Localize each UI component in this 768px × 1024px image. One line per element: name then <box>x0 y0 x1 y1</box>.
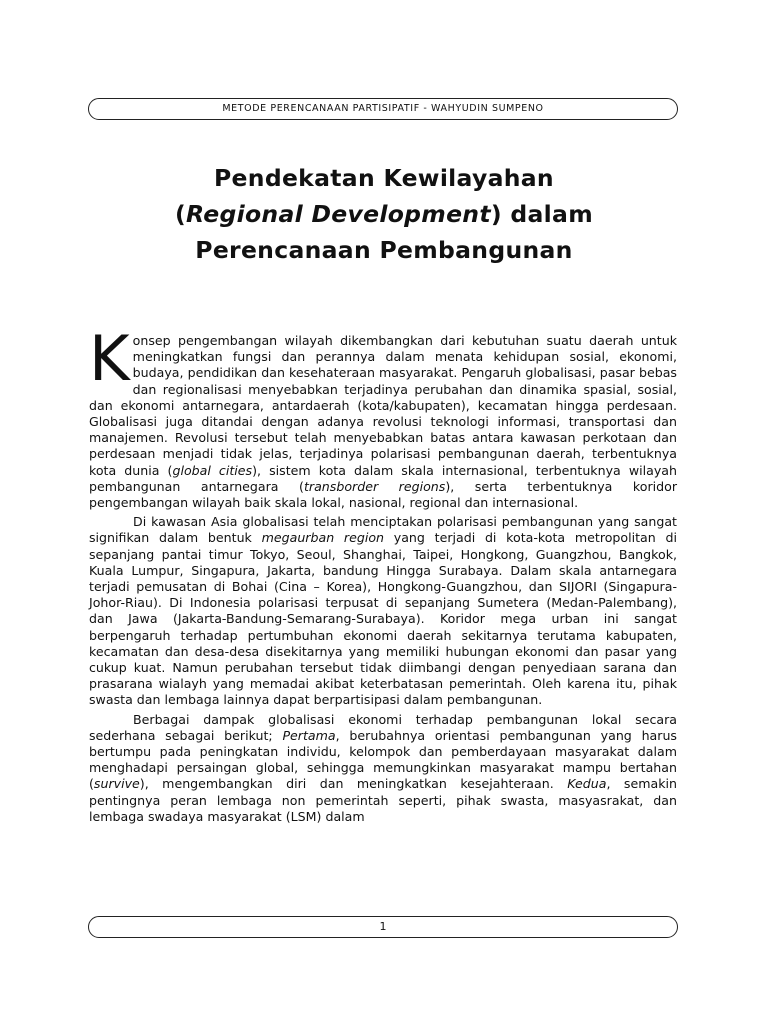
page-number: 1 <box>88 916 678 938</box>
title-line-3: Perencanaan Pembangunan <box>195 236 573 264</box>
paragraph-2: Di kawasan Asia globalisasi telah menciptakan polarisasi pembangunan yang sangat signifikan dalam bentuk megaurban region yang terjadi di kota-kota metropolitan di sepanjang pantai timur Tokyo, Seoul, Shanghai, Taipei, Hongkong, Guangzhou, Bangkok, Kuala Lumpur, Singapura, Jakarta, bandung Hingga Surabaya. Dalam skala antarnegara terjadi pemusatan di Bohai (Cina – Korea), Hongkong-Guangzhou, dan SIJORI (Singapura-Johor-Riau). Di Indonesia polarisasi terpusat di sepanjang Sumetera (Medan-Palembang), dan Jawa (Jakarta-Bandung-Semarang-Surabaya). Koridor mega urban ini sangat berpengaruh terhadap pertumbuhan ekonomi daerah sekitarnya terutama kabupaten, kecamatan dan desa-desa disekitarnya yang memiliki hubungan ekonomi dan pasar yang cukup kuat. Namun perubahan tersebut tidak diimbangi dengan penyediaan sarana dan prasarana wialayh yang memadai akibat keterbatasan pemerintah. Oleh karena itu, pihak swasta dan lembaga lainnya dapat berpartisipasi dalam pembangunan. <box>89 514 677 708</box>
running-header: METODE PERENCANAAN PARTISIPATIF - WAHYUDIN SUMPENO <box>88 98 678 120</box>
drop-cap: K <box>89 322 130 395</box>
title-italic-term: Regional Development <box>186 200 491 228</box>
title-line-2: (Regional Development) dalam <box>175 200 593 228</box>
chapter-title <box>90 160 678 268</box>
title-line-1: Pendekatan Kewilayahan <box>214 164 554 192</box>
paragraph-3: Berbagai dampak globalisasi ekonomi terhadap pembangunan lokal secara sederhana sebagai berikut; Pertama, berubahnya orientasi pembangunan yang harus bertumpu pada peningkatan individu, kelompok dan pemberdayaan masyarakat dalam menghadapi persaingan global, sehingga memungkinkan masyarakat mampu bertahan (survive), mengembangkan diri dan meningkatkan kesejahteraan. Kedua, semakin pentingnya peran lembaga non pemerintah seperti, pihak swasta, masyasrakat, dan lembaga swadaya masyarakat (LSM) dalam <box>89 711 677 824</box>
body-text <box>89 322 677 828</box>
paragraph-1: Konsep pengembangan wilayah dikembangkan dari kebutuhan suatu daerah untuk meningkatkan fungsi dan perannya dalam menata kehidupan sosial, ekonomi, budaya, pendidikan dan kesehateraan masyarakat. Pengaruh globalisasi, pasar bebas dan regionalisasi menyebabkan terjadinya perubahan dan dinamika spasial, sosial, dan ekonomi antarnegara, antardaerah (kota/kabupaten), kecamatan hingga perdesaan. Globalisasi juga ditandai dengan adanya revolusi teknologi informasi, transportasi dan manajemen. Revolusi tersebut telah menyebabkan batas antara kawasan perkotaan dan perdesaan menjadi tidak jelas, terjadinya polarisasi pembangunan daerah, terbentuknya kota dunia (global cities), sistem kota dalam skala internasional, terbentuknya wilayah pembangunan antarnegara (transborder regions), serta terbentuknya koridor pengembangan wilayah baik skala lokal, nasional, regional dan internasional. <box>89 322 677 511</box>
